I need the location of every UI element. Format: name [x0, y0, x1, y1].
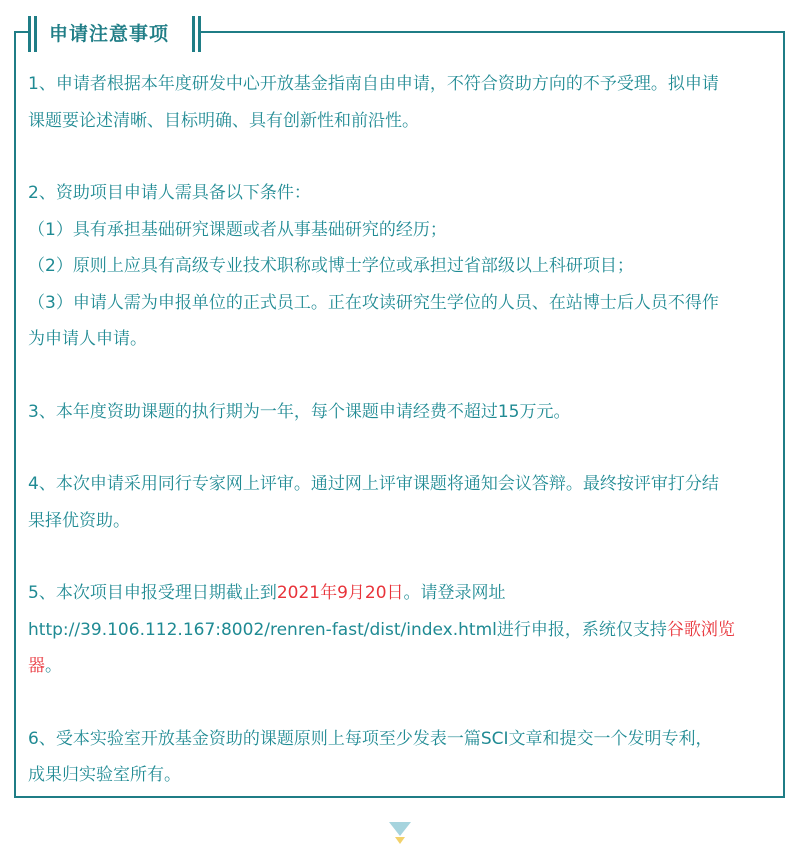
item-2-condition-3-cont: 为申请人申请。: [28, 329, 147, 349]
item-4: [28, 466, 780, 539]
item-5-line-3: [28, 648, 780, 685]
item-2-condition-2: （2）原则上应具有高级专业技术职称或博士学位或承担过省部级以上科研项目；: [28, 256, 634, 276]
item-1-line-1: 1、申请者根据本年度研发中心开放基金指南自由申请，不符合资助方向的不予受理。拟申请: [28, 74, 719, 94]
down-arrow-icon: [389, 822, 411, 836]
section-title: 申请注意事项: [49, 23, 170, 45]
item-4-line-1: 4、本次申请采用同行专家网上评审。通过网上评审课题将通知会议答辩。最终按评审打分结: [28, 474, 719, 494]
title-left-bar-inner: [34, 16, 37, 52]
title-left-bar: [28, 16, 31, 52]
item-6-line-1: 6、受本实验室开放基金资助的课题原则上每项至少发表一篇SCI文章和提交一个发明专利，: [28, 728, 713, 749]
item-2-line-1: 2、资助项目申请人需具备以下条件：: [28, 183, 311, 203]
item-3: [28, 394, 780, 431]
item-2: [28, 175, 780, 358]
item-4-line-2: 果择优资助。: [28, 510, 130, 531]
deadline-date: 2021年9月20日: [276, 583, 404, 603]
item-5-text: 。: [45, 656, 62, 676]
submission-url[interactable]: http://39.106.112.167:8002/renren-fast/dist/index.html进行申报，系统仅支持: [28, 619, 667, 640]
browser-note-cont: 器: [28, 656, 45, 676]
item-5: [28, 575, 780, 685]
item-6-line-2: 成果归实验室所有。: [28, 765, 181, 785]
item-6: [28, 721, 780, 794]
item-2-condition-1: （1）具有承担基础研究课题或者从事基础研究的经历；: [28, 219, 447, 240]
item-5-line-1: [28, 575, 780, 612]
browser-note: 谷歌浏览: [666, 619, 735, 640]
item-5-text: 。请登录网址: [403, 583, 506, 603]
item-5-line-2: [28, 612, 780, 649]
title-right-bar-outer: [198, 16, 201, 52]
item-5-text: 5、本次项目申报受理日期截止到: [28, 583, 277, 603]
title-right-bar: [192, 16, 195, 52]
notice-content: [28, 66, 780, 830]
down-arrow-accent-icon: [395, 837, 405, 844]
item-2-condition-3: （3）申请人需为申报单位的正式员工。正在攻读研究生学位的人员、在站博士后人员不得作: [28, 292, 719, 313]
item-1: [28, 66, 780, 139]
item-3-line-1: 3、本年度资助课题的执行期为一年，每个课题申请经费不超过15万元。: [28, 401, 571, 422]
item-1-line-2: 课题要论述清晰、目标明确、具有创新性和前沿性。: [28, 110, 419, 131]
title-badge: [28, 16, 200, 52]
